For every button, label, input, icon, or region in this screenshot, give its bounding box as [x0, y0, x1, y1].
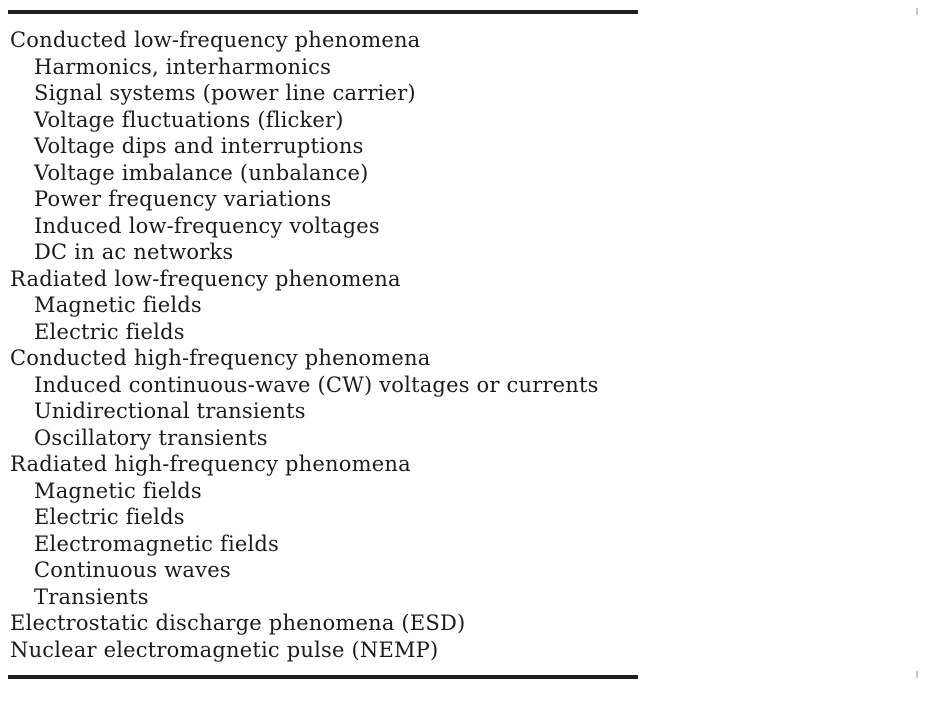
list-item: Electric fields [34, 319, 185, 344]
list-item-category: Radiated low-frequency phenomena [10, 266, 401, 291]
phenomena-list [10, 27, 930, 663]
list-item: Power frequency variations [34, 187, 332, 211]
table-top-rule [8, 10, 638, 14]
list-item: Oscillatory transients [34, 425, 268, 450]
list-item: Unidirectional transients [34, 399, 306, 423]
list-item: Harmonics, interharmonics [34, 54, 332, 79]
list-item: Voltage dips and interruptions [34, 134, 364, 158]
list-item: DC in ac networks [34, 240, 234, 264]
list-item-category: Conducted high-frequency phenomena [10, 346, 431, 370]
list-item-category: Electrostatic discharge phenomena (ESD) [10, 611, 466, 635]
scan-artifact [916, 671, 918, 678]
list-item-category: Radiated high-frequency phenomena [10, 452, 411, 476]
list-item: Voltage imbalance (unbalance) [34, 160, 369, 185]
list-item-category: Nuclear electromagnetic pulse (NEMP) [10, 637, 439, 662]
list-item: Continuous waves [34, 558, 231, 582]
list-item: Magnetic fields [34, 293, 202, 317]
list-item: Signal systems (power line carrier) [34, 81, 416, 105]
list-item-category: Conducted low-frequency phenomena [10, 28, 421, 52]
list-item: Induced continuous-wave (CW) voltages or currents [34, 372, 599, 397]
list-item: Electromagnetic fields [34, 531, 280, 556]
list-item: Electric fields [34, 505, 185, 529]
list-item: Transients [34, 584, 149, 609]
list-item: Voltage fluctuations (flicker) [34, 107, 344, 132]
table-bottom-rule [8, 675, 638, 679]
list-item: Magnetic fields [34, 478, 202, 503]
list-item: Induced low-frequency voltages [34, 213, 380, 238]
scan-artifact [916, 8, 918, 15]
